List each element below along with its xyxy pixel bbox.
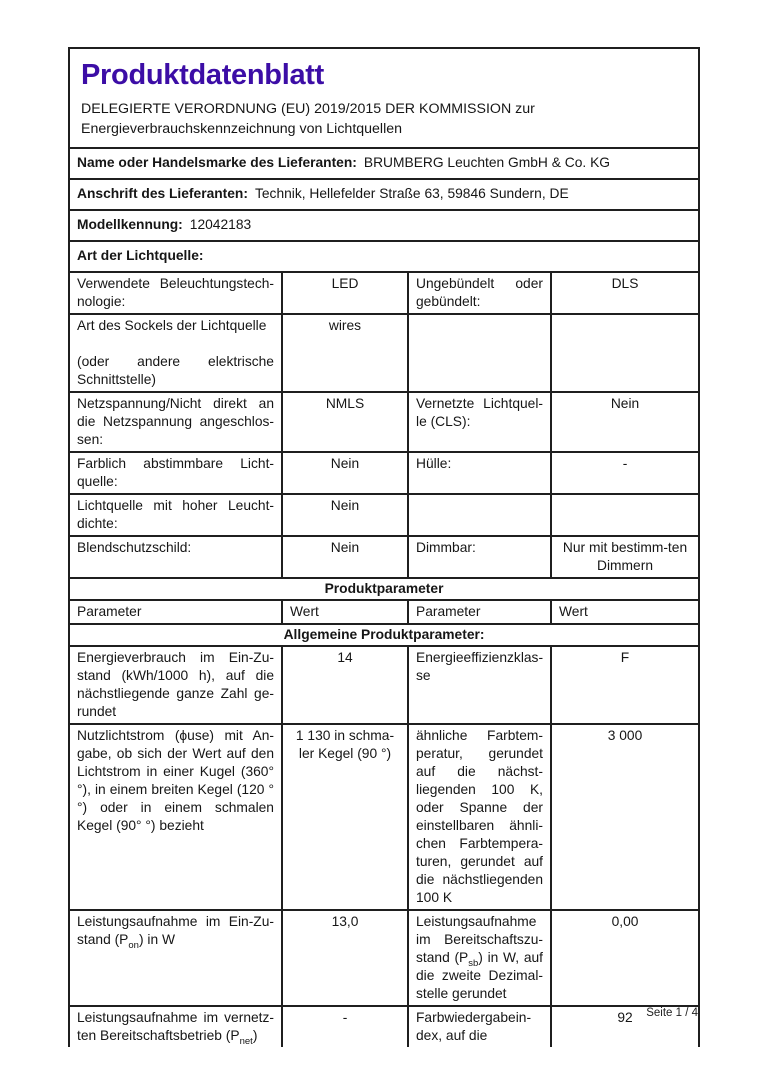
table-row	[69, 600, 699, 624]
info-label: Modellkennung:	[77, 217, 183, 232]
table-row	[69, 452, 699, 494]
title-cell	[69, 48, 699, 148]
table-cell: Leistungsaufnahme im vernetz-ten Bereitschaftsbetrieb $(P_{net})$	[69, 1006, 282, 1047]
table-cell: ähnliche Farbtem-peratur, gerundet auf die nächst-liegenden 100 K, oder Spanne der einstellbaren ähnli-chen Farbtempera-turen, gerundet auf die nächstliegenden 100 K	[408, 724, 551, 910]
sheet-head	[69, 48, 699, 148]
table-cell: Ungebündelt oder gebündelt:	[408, 272, 551, 314]
table-cell: Netzspannung/Nicht direkt an die Netzspannung angeschlos-sen:	[69, 392, 282, 452]
table-cell: Nein	[282, 536, 408, 578]
table-cell: Nein	[551, 392, 699, 452]
sheet-body	[69, 148, 699, 1047]
table-cell: -	[551, 452, 699, 494]
info-value: BRUMBERG Leuchten GmbH & Co. KG	[363, 155, 611, 170]
table-cell: Nutzlichtstrom (ϕuse) mit An-gabe, ob sich der Wert auf den Lichtstrom in einer Kugel (360° °), in einem breiten Kegel (120 °°) oder in einem schmalen Kegel (90° °) bezieht	[69, 724, 282, 910]
table-row	[69, 1006, 699, 1047]
info-row	[69, 148, 699, 179]
table-cell: Energieeffizienzklas-se	[408, 646, 551, 724]
section-header: Allgemeine Produktparameter:	[69, 624, 699, 646]
table-cell: Hülle:	[408, 452, 551, 494]
info-cell	[69, 210, 699, 241]
table-cell	[551, 314, 699, 392]
info-row	[69, 179, 699, 210]
table-row	[69, 646, 699, 724]
table-cell: F	[551, 646, 699, 724]
table-cell: Wert	[282, 600, 408, 624]
table-cell: Dimmbar:	[408, 536, 551, 578]
table-cell: Wert	[551, 600, 699, 624]
info-value: Technik, Hellefelder Straße 63, 59846 Sundern, DE	[254, 186, 569, 201]
table-row	[69, 314, 699, 392]
info-cell	[69, 241, 699, 272]
info-value: 12042183	[189, 217, 252, 232]
info-cell	[69, 148, 699, 179]
table-cell: 92	[551, 1006, 699, 1047]
section-row	[69, 578, 699, 600]
table-cell: DLS	[551, 272, 699, 314]
table-cell: NMLS	[282, 392, 408, 452]
table-cell: -	[282, 1006, 408, 1047]
table-cell: Vernetzte Lichtquel-le (CLS):	[408, 392, 551, 452]
table-cell: Blendschutzschild:	[69, 536, 282, 578]
table-cell: Leistungsaufnahme im Bereitschaftszu-stand $(P_{sb})$ in W, auf die zweite Dezimal-stelle gerundet	[408, 910, 551, 1006]
table-cell: 3 000	[551, 724, 699, 910]
table-cell: wires	[282, 314, 408, 392]
table-cell: Farbwiedergabein-dex, auf die	[408, 1006, 551, 1047]
datasheet-table	[68, 47, 700, 1047]
page-title: Produktdatenblatt	[81, 59, 325, 91]
table-cell: Nein	[282, 452, 408, 494]
table-cell: Nein	[282, 494, 408, 536]
table-cell	[551, 494, 699, 536]
table-cell: 0,00	[551, 910, 699, 1006]
info-label: Art der Lichtquelle:	[77, 248, 204, 263]
section-row	[69, 624, 699, 646]
table-cell: Verwendete Beleuchtungstech-nologie:	[69, 272, 282, 314]
table-cell: Parameter	[69, 600, 282, 624]
title-row	[69, 48, 699, 148]
table-row	[69, 724, 699, 910]
info-cell	[69, 179, 699, 210]
section-header: Produktparameter	[69, 578, 699, 600]
info-label: Name oder Handelsmarke des Lieferanten:	[77, 155, 357, 170]
table-cell: LED	[282, 272, 408, 314]
table-row	[69, 536, 699, 578]
table-row	[69, 494, 699, 536]
table-cell: 13,0	[282, 910, 408, 1006]
table-cell: 14	[282, 646, 408, 724]
page-subtitle: DELEGIERTE VERORDNUNG (EU) 2019/2015 DER KOMMISSION zur Energieverbrauchskennzeichnung von Lichtquellen	[81, 101, 535, 137]
table-cell: Leistungsaufnahme im Ein-Zu-stand $(P_{on})$ in W	[69, 910, 282, 1006]
table-row	[69, 392, 699, 452]
info-row	[69, 210, 699, 241]
info-label: Anschrift des Lieferanten:	[77, 186, 248, 201]
table-row	[69, 272, 699, 314]
info-row	[69, 241, 699, 272]
table-cell: Nur mit bestimm-ten Dimmern	[551, 536, 699, 578]
table-cell: 1 130 in schma-ler Kegel (90 °)	[282, 724, 408, 910]
table-cell: Art des Sockels der Lichtquelle (oder andere elektrische Schnittstelle)	[69, 314, 282, 392]
table-cell: Farblich abstimmbare Licht-quelle:	[69, 452, 282, 494]
table-row	[69, 910, 699, 1006]
table-cell	[408, 494, 551, 536]
table-cell: Energieverbrauch im Ein-Zu-stand (kWh/1000 h), auf die nächstliegende ganze Zahl ge-rundet	[69, 646, 282, 724]
page-number: Seite 1 / 4	[646, 1007, 698, 1019]
table-cell: Parameter	[408, 600, 551, 624]
table-cell	[408, 314, 551, 392]
table-cell: Lichtquelle mit hoher Leucht-dichte:	[69, 494, 282, 536]
